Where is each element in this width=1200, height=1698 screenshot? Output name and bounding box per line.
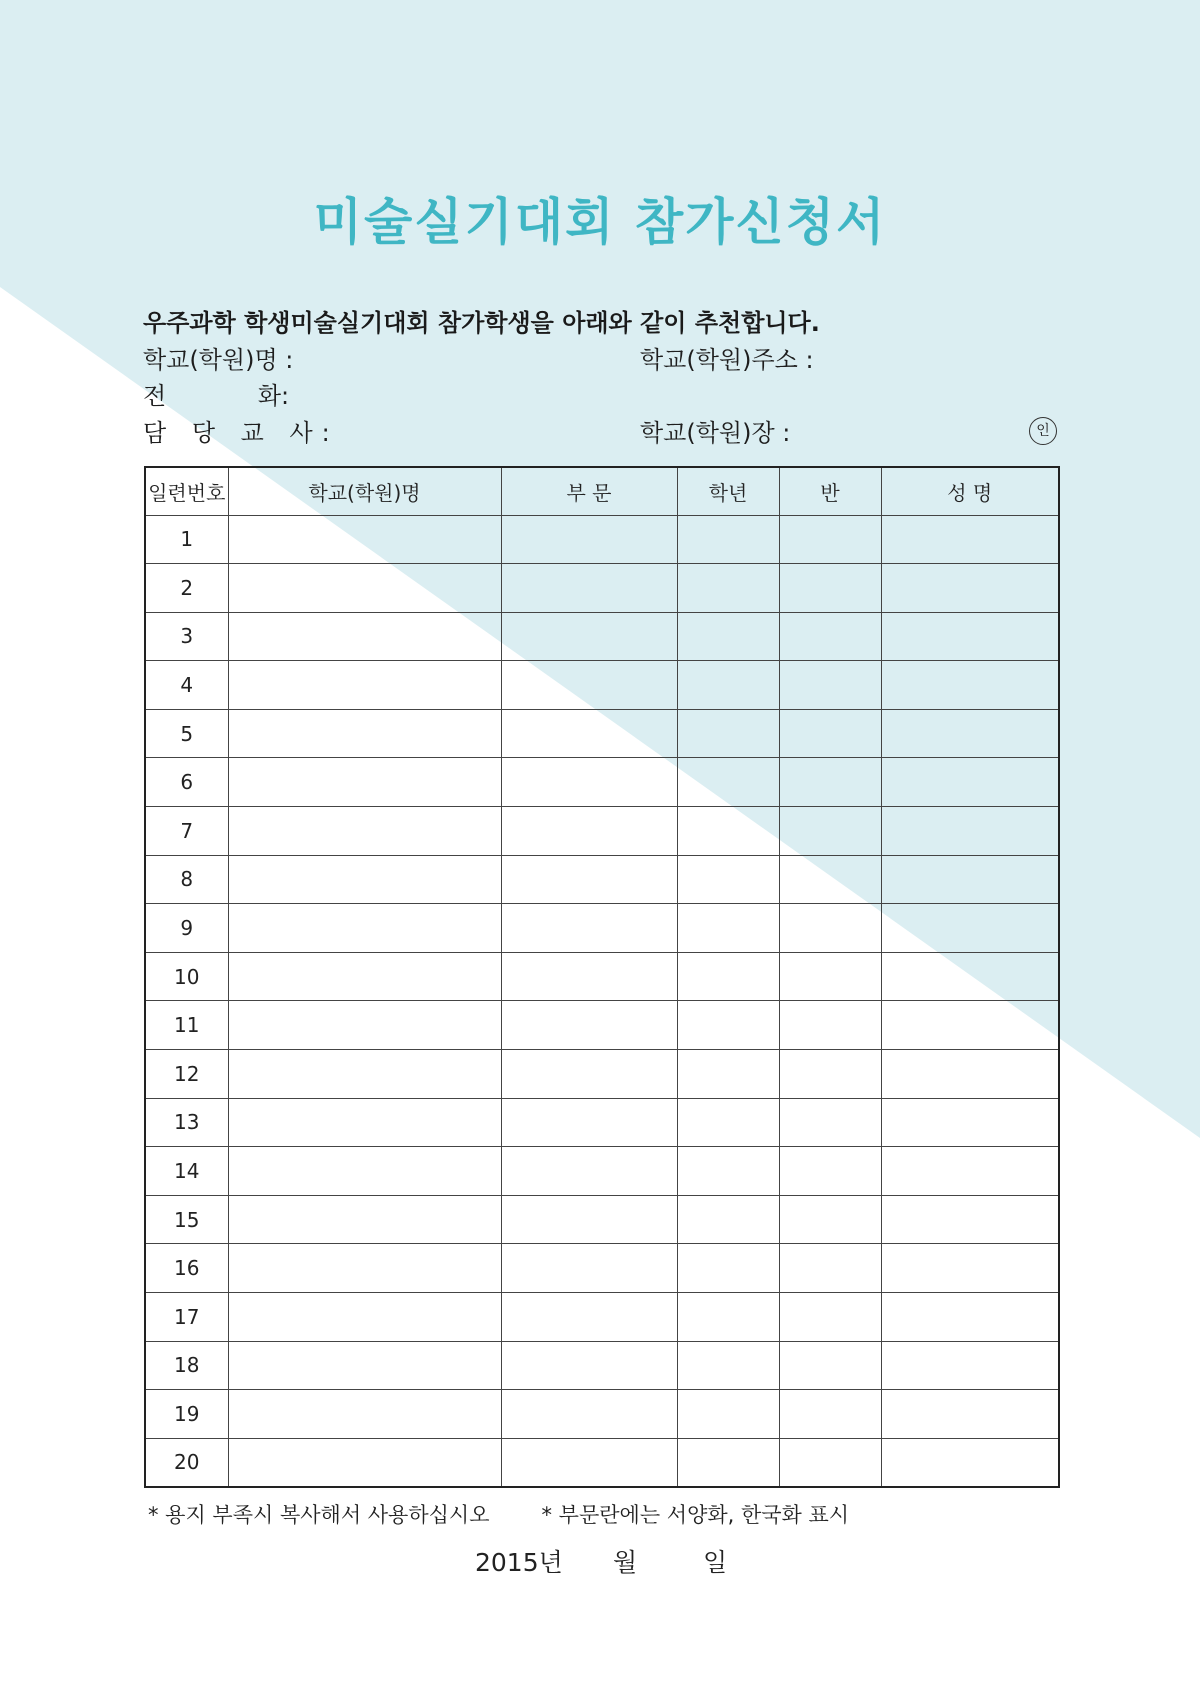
row-number: 3 <box>145 612 228 661</box>
cell-school-name[interactable] <box>228 758 501 807</box>
table-row <box>145 904 1059 953</box>
cell-category[interactable] <box>501 807 677 856</box>
table-row <box>145 1050 1059 1099</box>
cell-grade[interactable] <box>677 1293 779 1342</box>
cell-class[interactable] <box>779 1050 881 1099</box>
cell-grade[interactable] <box>677 1098 779 1147</box>
cell-student-name[interactable] <box>881 1341 1059 1390</box>
cell-class[interactable] <box>779 807 881 856</box>
table-row <box>145 1147 1059 1196</box>
cell-grade[interactable] <box>677 661 779 710</box>
cell-grade[interactable] <box>677 1147 779 1196</box>
cell-grade[interactable] <box>677 807 779 856</box>
table-row <box>145 564 1059 613</box>
row-number: 10 <box>145 952 228 1001</box>
table-row <box>145 855 1059 904</box>
cell-class[interactable] <box>779 758 881 807</box>
cell-student-name[interactable] <box>881 612 1059 661</box>
cell-category[interactable] <box>501 612 677 661</box>
cell-category[interactable] <box>501 1293 677 1342</box>
cell-student-name[interactable] <box>881 1390 1059 1439</box>
cell-student-name[interactable] <box>881 904 1059 953</box>
cell-student-name[interactable] <box>881 709 1059 758</box>
table-header-row <box>145 467 1059 515</box>
table-row <box>145 807 1059 856</box>
cell-class[interactable] <box>779 1147 881 1196</box>
table-row <box>145 612 1059 661</box>
table-row <box>145 709 1059 758</box>
cell-student-name[interactable] <box>881 564 1059 613</box>
header-serial-number: 일련번호 <box>145 467 228 515</box>
cell-school-name[interactable] <box>228 612 501 661</box>
cell-school-name[interactable] <box>228 515 501 564</box>
cell-grade[interactable] <box>677 1390 779 1439</box>
cell-student-name[interactable] <box>881 1050 1059 1099</box>
cell-category[interactable] <box>501 1390 677 1439</box>
cell-class[interactable] <box>779 515 881 564</box>
cell-grade[interactable] <box>677 709 779 758</box>
cell-student-name[interactable] <box>881 1001 1059 1050</box>
cell-student-name[interactable] <box>881 515 1059 564</box>
cell-category[interactable] <box>501 515 677 564</box>
table-row <box>145 661 1059 710</box>
row-number: 17 <box>145 1293 228 1342</box>
header-category: 부 문 <box>501 467 677 515</box>
phone-field <box>143 376 293 411</box>
table-row <box>145 1293 1059 1342</box>
cell-category[interactable] <box>501 1147 677 1196</box>
cell-class[interactable] <box>779 1438 881 1487</box>
phone-colon: : <box>281 382 290 410</box>
school-address-field: 학교(학원)주소 : <box>640 346 814 374</box>
cell-class[interactable] <box>779 1001 881 1050</box>
cell-grade[interactable] <box>677 564 779 613</box>
cell-grade[interactable] <box>677 758 779 807</box>
participant-table <box>144 466 1060 1488</box>
row-number: 1 <box>145 515 228 564</box>
cell-class[interactable] <box>779 952 881 1001</box>
cell-category[interactable] <box>501 661 677 710</box>
cell-grade[interactable] <box>677 904 779 953</box>
row-number: 7 <box>145 807 228 856</box>
cell-class[interactable] <box>779 1390 881 1439</box>
cell-grade[interactable] <box>677 515 779 564</box>
cell-category[interactable] <box>501 758 677 807</box>
note-category: * 부문란에는 서양화, 한국화 표시 <box>541 1503 850 1527</box>
cell-student-name[interactable] <box>881 1293 1059 1342</box>
cell-class[interactable] <box>779 1098 881 1147</box>
header-grade: 학년 <box>677 467 779 515</box>
cell-class[interactable] <box>779 1341 881 1390</box>
row-number: 20 <box>145 1438 228 1487</box>
cell-grade[interactable] <box>677 1050 779 1099</box>
table-row <box>145 1195 1059 1244</box>
recommendation-statement: 우주과학 학생미술실기대회 참가학생을 아래와 같이 추천합니다. <box>143 309 820 337</box>
cell-school-name[interactable] <box>228 1147 501 1196</box>
cell-category[interactable] <box>501 1050 677 1099</box>
table-row <box>145 1438 1059 1487</box>
cell-category[interactable] <box>501 1341 677 1390</box>
row-number: 8 <box>145 855 228 904</box>
row-number: 19 <box>145 1390 228 1439</box>
table-row <box>145 952 1059 1001</box>
row-number: 13 <box>145 1098 228 1147</box>
row-number: 9 <box>145 904 228 953</box>
row-number: 11 <box>145 1001 228 1050</box>
cell-grade[interactable] <box>677 612 779 661</box>
footnotes <box>148 1499 849 1529</box>
cell-student-name[interactable] <box>881 1244 1059 1293</box>
cell-category[interactable] <box>501 564 677 613</box>
cell-class[interactable] <box>779 855 881 904</box>
cell-class[interactable] <box>779 612 881 661</box>
cell-student-name[interactable] <box>881 1195 1059 1244</box>
header-school-name: 학교(학원)명 <box>228 467 501 515</box>
cell-grade[interactable] <box>677 1244 779 1293</box>
table-row <box>145 515 1059 564</box>
cell-student-name[interactable] <box>881 758 1059 807</box>
cell-grade[interactable] <box>677 952 779 1001</box>
cell-category[interactable] <box>501 1244 677 1293</box>
cell-class[interactable] <box>779 1244 881 1293</box>
cell-class[interactable] <box>779 564 881 613</box>
cell-school-name[interactable] <box>228 904 501 953</box>
cell-class[interactable] <box>779 904 881 953</box>
row-number: 18 <box>145 1341 228 1390</box>
cell-grade[interactable] <box>677 855 779 904</box>
header-student-name: 성 명 <box>881 467 1059 515</box>
cell-category[interactable] <box>501 709 677 758</box>
table-row <box>145 1001 1059 1050</box>
principal-field: 학교(학원)장 : <box>640 419 791 447</box>
cell-school-name[interactable] <box>228 1195 501 1244</box>
cell-grade[interactable] <box>677 1341 779 1390</box>
cell-student-name[interactable] <box>881 1098 1059 1147</box>
table-row <box>145 758 1059 807</box>
cell-school-name[interactable] <box>228 1001 501 1050</box>
cell-class[interactable] <box>779 1195 881 1244</box>
row-number: 2 <box>145 564 228 613</box>
cell-school-name[interactable] <box>228 1390 501 1439</box>
date-day: 일 <box>703 1548 728 1577</box>
cell-student-name[interactable] <box>881 1147 1059 1196</box>
cell-class[interactable] <box>779 709 881 758</box>
cell-category[interactable] <box>501 952 677 1001</box>
cell-grade[interactable] <box>677 1001 779 1050</box>
date-month: 월 <box>613 1548 638 1577</box>
cell-school-name[interactable] <box>228 564 501 613</box>
cell-school-name[interactable] <box>228 1098 501 1147</box>
cell-school-name[interactable] <box>228 1293 501 1342</box>
row-number: 4 <box>145 661 228 710</box>
form-title: 미술실기대회 참가신청서 <box>313 193 887 251</box>
row-number: 15 <box>145 1195 228 1244</box>
table-row <box>145 1390 1059 1439</box>
row-number: 12 <box>145 1050 228 1099</box>
table-row <box>145 1244 1059 1293</box>
cell-school-name[interactable] <box>228 855 501 904</box>
cell-category[interactable] <box>501 1195 677 1244</box>
table-row <box>145 1341 1059 1390</box>
date-year: 2015년 <box>475 1548 563 1577</box>
cell-student-name[interactable] <box>881 855 1059 904</box>
row-number: 16 <box>145 1244 228 1293</box>
cell-grade[interactable] <box>677 1195 779 1244</box>
table-row <box>145 1098 1059 1147</box>
school-name-field: 학교(학원)명 : <box>143 346 294 374</box>
seal-mark: 인 <box>1029 417 1057 445</box>
cell-category[interactable] <box>501 1098 677 1147</box>
teacher-label: 담 당 교 사 <box>143 419 322 447</box>
cell-school-name[interactable] <box>228 661 501 710</box>
cell-school-name[interactable] <box>228 709 501 758</box>
row-number: 6 <box>145 758 228 807</box>
cell-student-name[interactable] <box>881 1438 1059 1487</box>
cell-student-name[interactable] <box>881 807 1059 856</box>
row-number: 5 <box>145 709 228 758</box>
cell-school-name[interactable] <box>228 1050 501 1099</box>
cell-school-name[interactable] <box>228 1341 501 1390</box>
cell-grade[interactable] <box>677 1438 779 1487</box>
teacher-field <box>143 413 330 448</box>
note-copy: * 용지 부족시 복사해서 사용하십시오 <box>148 1503 490 1527</box>
cell-student-name[interactable] <box>881 952 1059 1001</box>
cell-school-name[interactable] <box>228 1244 501 1293</box>
teacher-colon: : <box>321 419 330 447</box>
header-class: 반 <box>779 467 881 515</box>
cell-school-name[interactable] <box>228 807 501 856</box>
cell-category[interactable] <box>501 855 677 904</box>
cell-school-name[interactable] <box>228 952 501 1001</box>
cell-student-name[interactable] <box>881 661 1059 710</box>
phone-label: 전 화 <box>143 382 281 410</box>
cell-category[interactable] <box>501 1438 677 1487</box>
cell-school-name[interactable] <box>228 1438 501 1487</box>
cell-category[interactable] <box>501 904 677 953</box>
row-number: 14 <box>145 1147 228 1196</box>
cell-class[interactable] <box>779 1293 881 1342</box>
cell-class[interactable] <box>779 661 881 710</box>
cell-category[interactable] <box>501 1001 677 1050</box>
